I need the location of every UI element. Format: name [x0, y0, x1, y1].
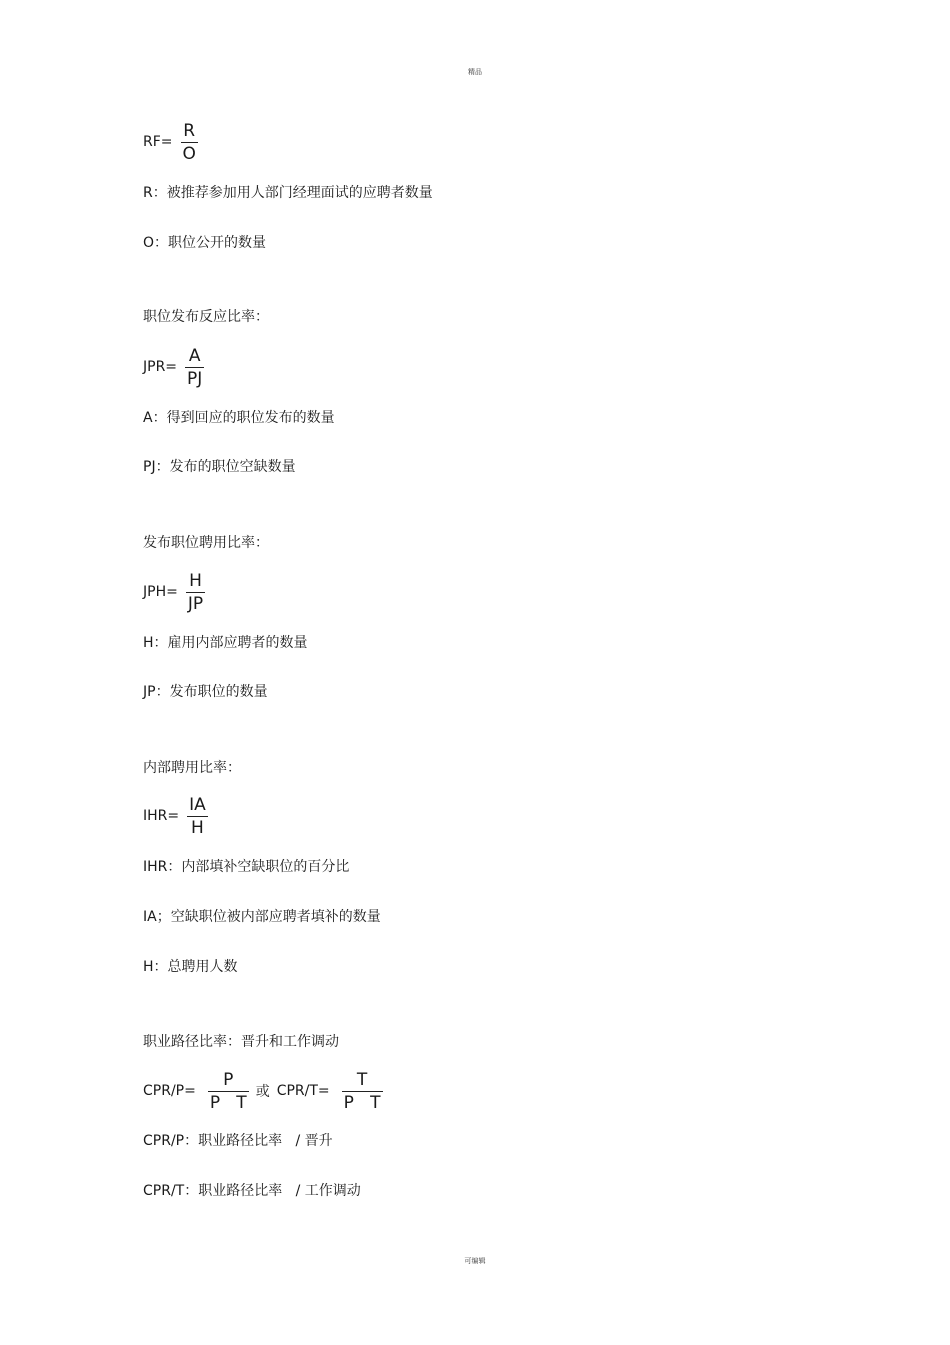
jpr-denominator: PJ: [187, 368, 203, 389]
cpr-formula: [143, 1065, 383, 1117]
cpr-t-numerator: T: [356, 1069, 368, 1090]
or-connector: 或: [255, 1084, 270, 1100]
jph-definition-h: H：雇用内部应聘者的数量: [143, 635, 308, 651]
ihr-label: IHR=: [143, 808, 180, 824]
cpr-p-label: CPR/P=: [143, 1083, 196, 1099]
rf-denominator: O: [182, 143, 196, 164]
jpr-formula: [143, 341, 204, 393]
jph-heading: 发布职位聘用比率：: [143, 535, 269, 551]
rf-fraction: [181, 120, 198, 165]
jph-label: JPH=: [143, 584, 178, 600]
jpr-fraction: [185, 345, 204, 390]
jpr-heading: 职位发布反应比率：: [143, 309, 269, 325]
cpr-t-denominator: P T: [343, 1092, 381, 1113]
cpr-p-denominator: P T: [209, 1092, 247, 1113]
jpr-definition-pj: PJ：发布的职位空缺数量: [143, 459, 296, 475]
rf-label: RF=: [143, 134, 173, 150]
ihr-denominator: H: [191, 817, 204, 838]
cpr-heading: 职业路径比率：晋升和工作调动: [143, 1034, 339, 1050]
ihr-numerator: IA: [189, 794, 206, 815]
ihr-definition-ia: IA；空缺职位被内部应聘者填补的数量: [143, 909, 381, 925]
ihr-fraction: [187, 794, 208, 839]
jph-denominator: JP: [187, 593, 204, 614]
cpr-definition-p: CPR/P：职业路径比率 / 晋升: [143, 1133, 333, 1149]
cpr-p-fraction: [208, 1069, 249, 1114]
cpr-definition-t: CPR/T：职业路径比率 / 工作调动: [143, 1183, 361, 1199]
page-footer: 可编辑: [464, 1257, 486, 1265]
page-header: 精品: [468, 68, 482, 76]
jph-fraction: [186, 570, 205, 615]
jph-formula: [143, 566, 205, 618]
jpr-definition-a: A：得到回应的职位发布的数量: [143, 410, 335, 426]
cpr-t-label: CPR/T=: [276, 1083, 330, 1099]
rf-numerator: R: [183, 120, 196, 141]
jpr-label: JPR=: [143, 359, 178, 375]
rf-definition-r: R：被推荐参加用人部门经理面试的应聘者数量: [143, 185, 433, 201]
jph-numerator: H: [189, 570, 202, 591]
rf-formula: [143, 116, 198, 168]
jph-definition-jp: JP：发布职位的数量: [143, 684, 268, 700]
ihr-definition-h: H：总聘用人数: [143, 959, 238, 975]
ihr-definition-ihr: IHR：内部填补空缺职位的百分比: [143, 859, 350, 875]
rf-definition-o: O：职位公开的数量: [143, 235, 267, 251]
ihr-formula: [143, 790, 208, 842]
cpr-t-fraction: [342, 1069, 383, 1114]
ihr-heading: 内部聘用比率：: [143, 760, 241, 776]
cpr-p-numerator: P: [223, 1069, 234, 1090]
jpr-numerator: A: [188, 345, 201, 366]
